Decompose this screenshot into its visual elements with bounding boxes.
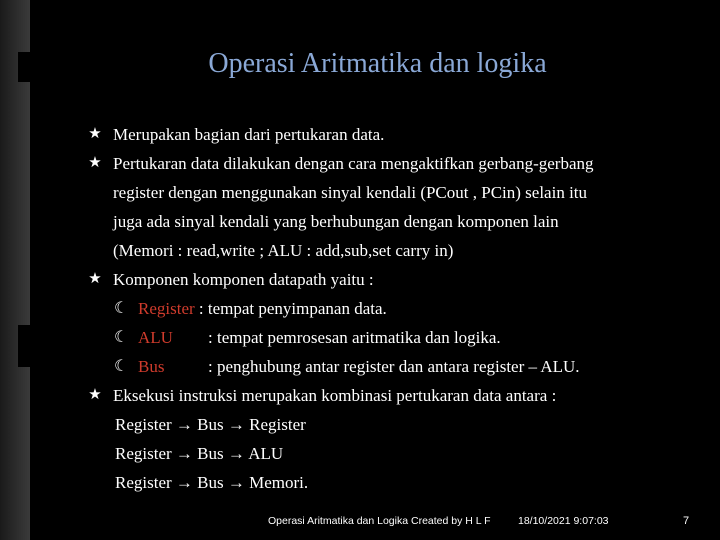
decor-block-middle xyxy=(18,325,30,367)
flow-step: Register xyxy=(115,415,172,434)
star-bullet-icon: ★ xyxy=(88,155,102,171)
flow-line xyxy=(86,410,696,439)
bullet-item xyxy=(86,265,696,294)
bullet-item xyxy=(86,149,696,265)
flow-step: Register xyxy=(115,473,172,492)
component-item xyxy=(86,294,696,323)
moon-bullet-icon: ☾ xyxy=(114,329,129,346)
flow-step: Bus xyxy=(197,473,224,492)
flow-step: Memori. xyxy=(249,473,309,492)
component-term: ALU xyxy=(138,328,173,347)
flow-step: Register xyxy=(115,444,172,463)
bullet-text: Pertukaran data dilakukan dengan cara mengaktifkan gerbang-gerbang register dengan menggunakan sinyal kendali (PCout , PCin) selain itu juga ada sinyal kendali yang berhubungan dengan komponen lain (Memori : read,write ; ALU : add,sub,set carry in) xyxy=(113,154,594,260)
bullet-text: Komponen komponen datapath yaitu : xyxy=(113,270,374,289)
bullet-item xyxy=(86,120,696,149)
star-bullet-icon: ★ xyxy=(88,271,102,287)
star-bullet-icon: ★ xyxy=(88,387,102,403)
page-number: 7 xyxy=(683,515,690,527)
left-decor-bar xyxy=(0,0,30,540)
bullet-text: Merupakan bagian dari pertukaran data. xyxy=(113,125,385,144)
star-bullet-icon: ★ xyxy=(88,126,102,142)
arrow-right-icon: → xyxy=(227,473,245,492)
component-item xyxy=(86,352,696,381)
flow-step: Bus xyxy=(197,444,224,463)
flow-step: ALU xyxy=(248,444,284,463)
component-term: Bus xyxy=(138,357,165,376)
component-desc: : tempat pemrosesan aritmatika dan logika. xyxy=(208,328,501,347)
bullet-text: Eksekusi instruksi merupakan kombinasi pertukaran data antara : xyxy=(113,386,557,405)
moon-bullet-icon: ☾ xyxy=(114,358,129,375)
arrow-right-icon: → xyxy=(175,444,193,463)
slide-title: Operasi Aritmatika dan logika xyxy=(208,48,547,79)
component-term: Register xyxy=(138,299,195,318)
bullet-item xyxy=(86,381,696,410)
footer-datetime: 18/10/2021 9:07:03 xyxy=(518,515,609,527)
slide-content xyxy=(86,120,696,497)
component-desc: : tempat penyimpanan data. xyxy=(194,299,387,318)
flow-line xyxy=(86,439,696,468)
arrow-right-icon: → xyxy=(175,473,193,492)
flow-step: Register xyxy=(249,415,306,434)
component-item xyxy=(86,323,696,352)
footer-caption: Operasi Aritmatika dan Logika Created by H L F xyxy=(268,515,491,527)
arrow-right-icon: → xyxy=(175,415,193,434)
arrow-right-icon: → xyxy=(227,444,245,463)
flow-line xyxy=(86,468,696,497)
component-desc: : penghubung antar register dan antara register – ALU. xyxy=(208,357,580,376)
arrow-right-icon: → xyxy=(227,415,245,434)
moon-bullet-icon: ☾ xyxy=(114,300,129,317)
flow-step: Bus xyxy=(197,415,224,434)
